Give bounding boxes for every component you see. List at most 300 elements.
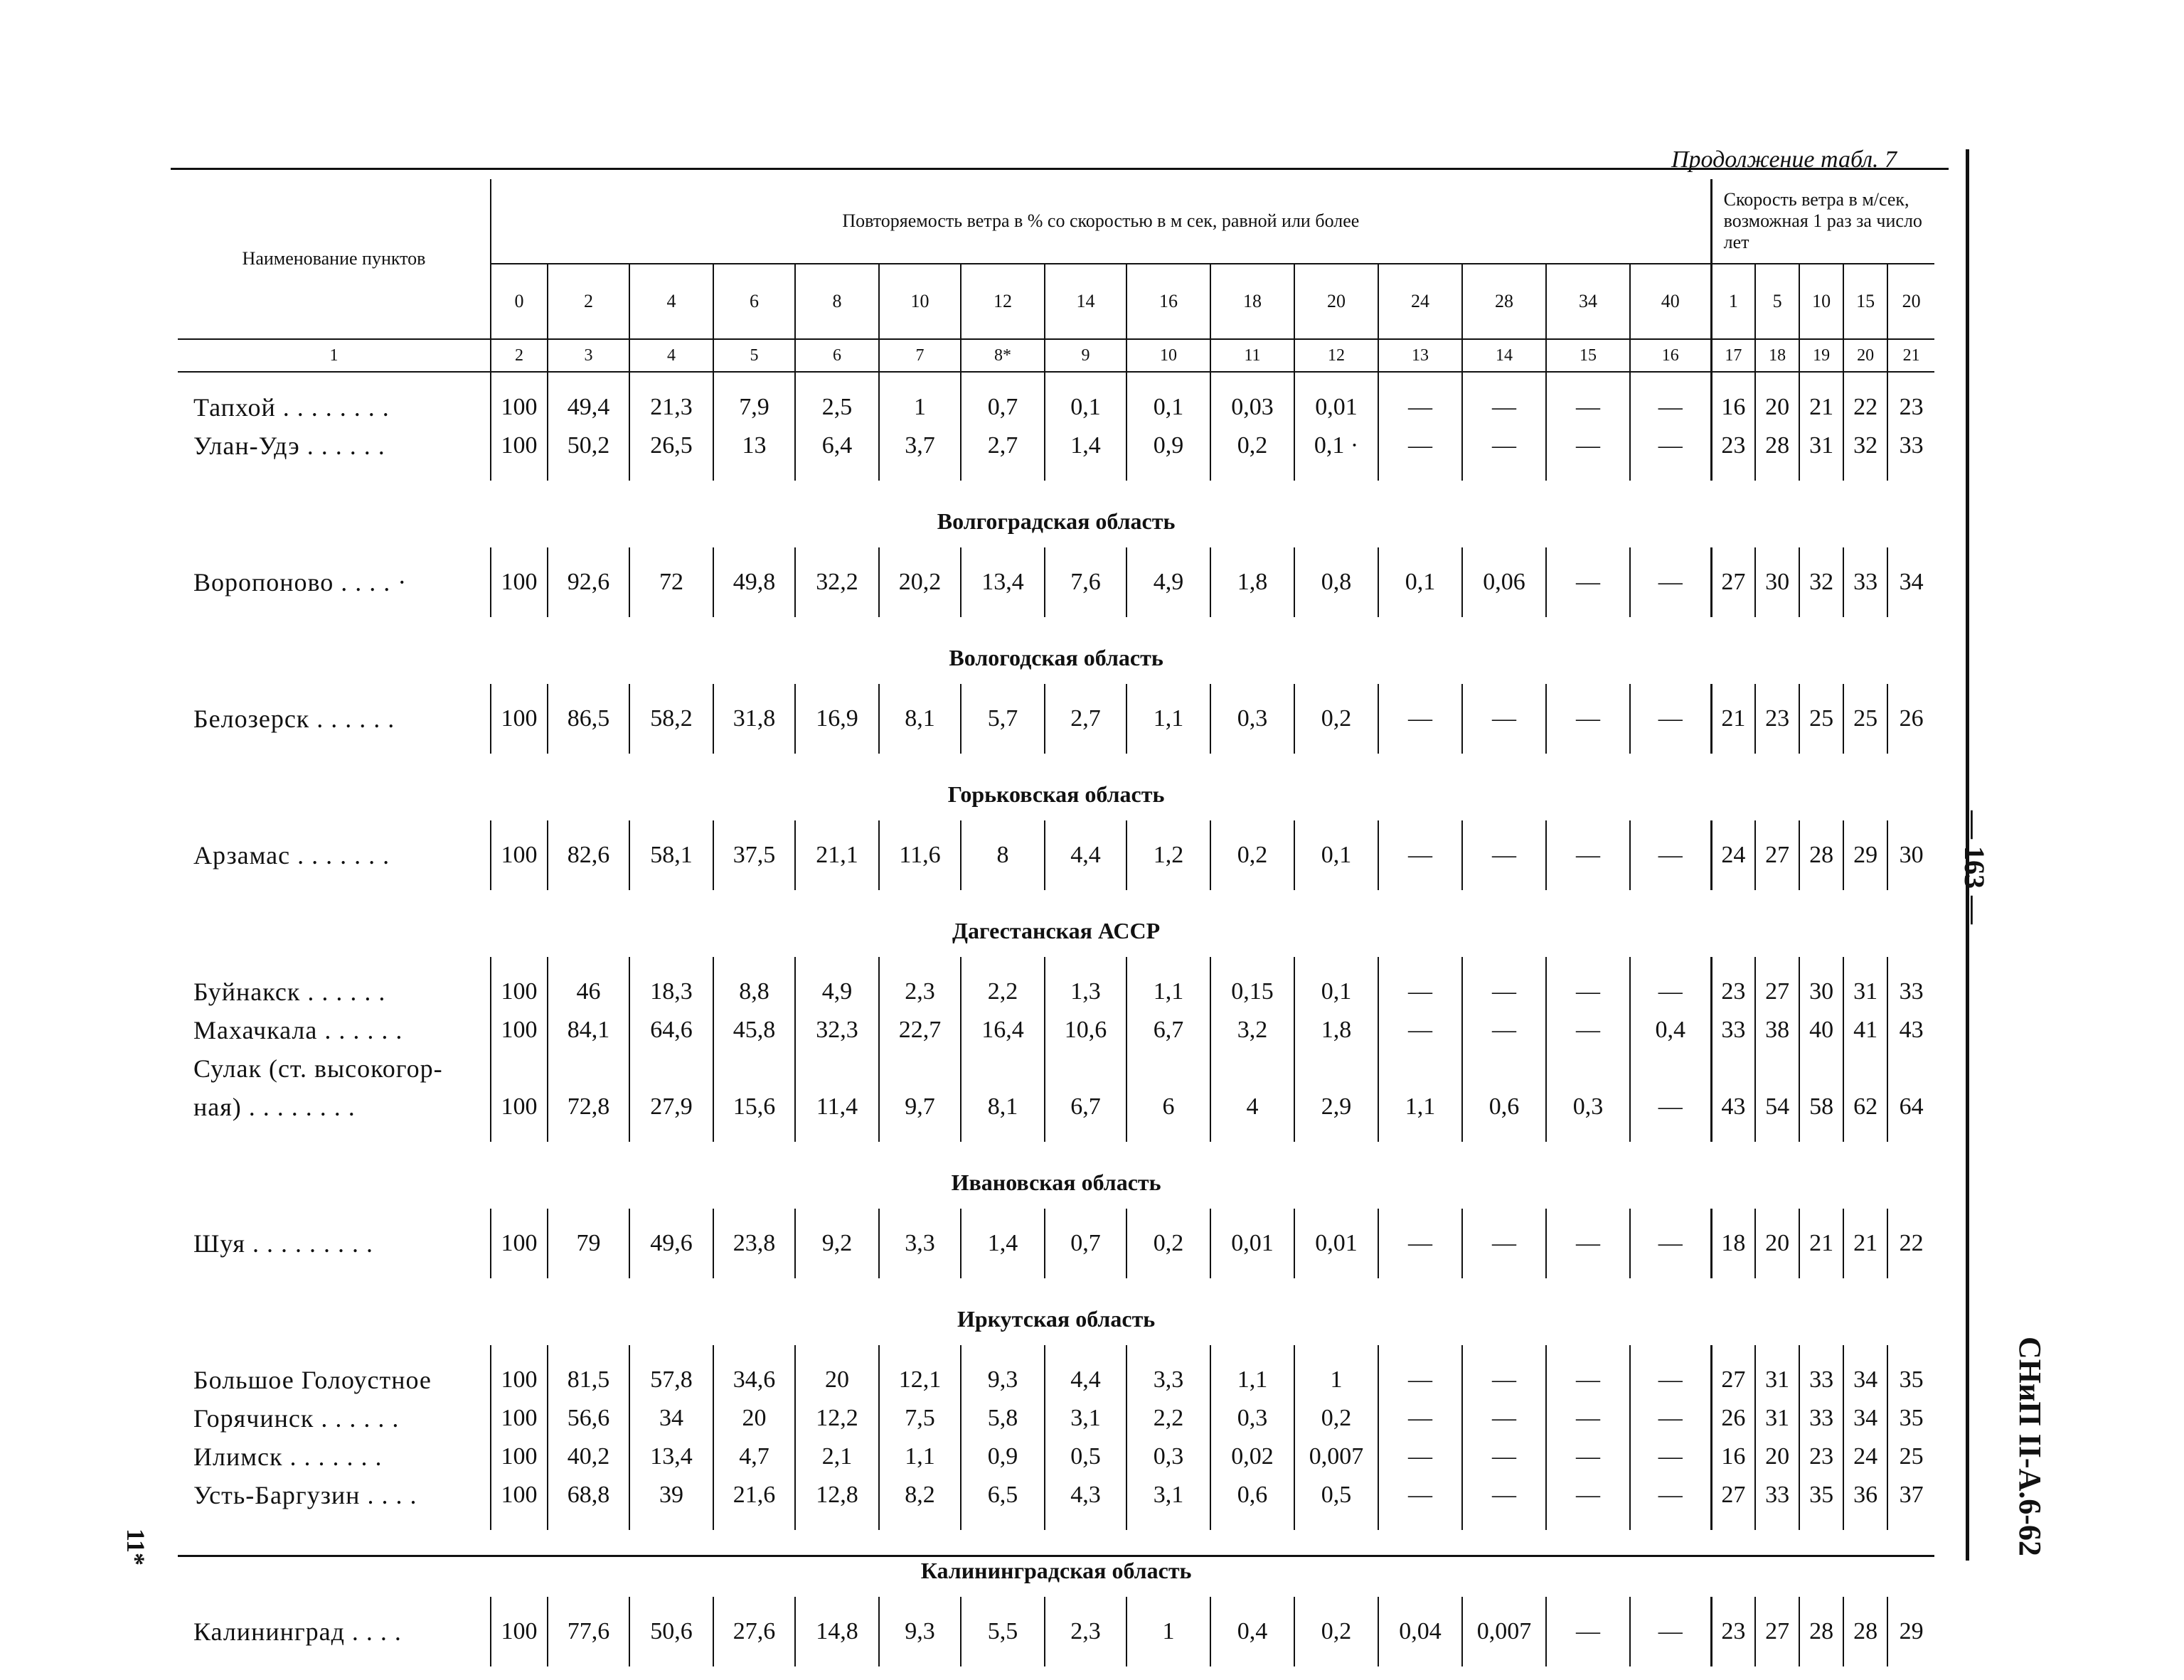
frequency-cell: 31,8 [713, 700, 795, 738]
station-name: Большое Голоустное [193, 1366, 432, 1394]
station-name: Белозерск . . . . . . [193, 705, 395, 733]
station-name: Усть-Баргузин . . . . [193, 1481, 417, 1509]
frequency-cell: 1,1 [879, 1438, 961, 1476]
speed-cell: 21 [1843, 1224, 1887, 1263]
speed-cell: 23 [1711, 973, 1755, 1011]
table-row [178, 1361, 1934, 1399]
frequency-cell: 2,1 [795, 1438, 879, 1476]
table-row [178, 1088, 1934, 1126]
frequency-cell: 0,2 [1294, 700, 1378, 738]
frequency-cell: 6,4 [795, 427, 879, 465]
column-number-cell: 21 [1887, 339, 1934, 372]
frequency-cell: 32,2 [795, 563, 879, 601]
frequency-cell: 1,1 [1210, 1361, 1294, 1399]
frequency-cell: 13,4 [629, 1438, 713, 1476]
frequency-cell: 10,6 [1045, 1011, 1126, 1049]
years-header-cell: 20 [1887, 264, 1934, 339]
speed-cell: 20 [1755, 1438, 1799, 1476]
frequency-cell: 6 [1126, 1088, 1210, 1126]
frequency-cell: — [1462, 836, 1546, 874]
frequency-cell: — [1546, 973, 1630, 1011]
region-heading: Иркутская область [957, 1305, 1156, 1332]
speed-cell: 35 [1887, 1399, 1934, 1438]
frequency-cell: 92,6 [548, 563, 629, 601]
speed-cell: 28 [1843, 1612, 1887, 1651]
spacer-row [178, 684, 1934, 700]
frequency-cell: 9,2 [795, 1224, 879, 1263]
frequency-cell: — [1630, 1224, 1711, 1263]
speed-cell: 33 [1799, 1361, 1843, 1399]
frequency-cell: 1 [1294, 1361, 1378, 1399]
table-row [178, 1399, 1934, 1438]
speed-cell: 27 [1711, 1476, 1755, 1514]
region-row [178, 481, 1934, 547]
speed-cell: 31 [1755, 1399, 1799, 1438]
speed-cell: 16 [1711, 1438, 1755, 1476]
speed-cell: 33 [1755, 1476, 1799, 1514]
frequency-cell: — [1630, 1361, 1711, 1399]
frequency-cell: 2,7 [1045, 700, 1126, 738]
speed-header-cell: 16 [1126, 264, 1210, 339]
frequency-cell: 2,5 [795, 388, 879, 427]
frequency-cell [713, 1049, 795, 1088]
frequency-cell: 2,3 [1045, 1612, 1126, 1651]
frequency-cell: 27,6 [713, 1612, 795, 1651]
frequency-cell: — [1546, 1011, 1630, 1049]
frequency-cell: — [1546, 1399, 1630, 1438]
speed-cell: 28 [1755, 427, 1799, 465]
frequency-cell: 0,6 [1210, 1476, 1294, 1514]
station-name: Илимск . . . . . . . [193, 1443, 383, 1471]
frequency-cell: 3,1 [1126, 1476, 1210, 1514]
frequency-cell: 82,6 [548, 836, 629, 874]
speed-cell: 16 [1711, 388, 1755, 427]
speed-cell [1843, 1049, 1887, 1088]
speed-cell: 27 [1755, 1612, 1799, 1651]
spacer-row [178, 1345, 1934, 1361]
speed-cell: 38 [1755, 1011, 1799, 1049]
frequency-cell: — [1630, 1088, 1711, 1126]
frequency-cell: 2,9 [1294, 1088, 1378, 1126]
frequency-cell: 2,2 [1126, 1399, 1210, 1438]
frequency-cell: 49,4 [548, 388, 629, 427]
frequency-cell: 0,2 [1294, 1399, 1378, 1438]
frequency-cell: — [1462, 388, 1546, 427]
speed-cell: 33 [1887, 973, 1934, 1011]
frequency-cell [1294, 1049, 1378, 1088]
region-heading: Горьковская область [947, 781, 1165, 807]
frequency-cell: — [1630, 1476, 1711, 1514]
frequency-cell: 0,2 [1210, 836, 1294, 874]
speed-cell: 27 [1711, 563, 1755, 601]
frequency-cell: 46 [548, 973, 629, 1011]
frequency-cell: 0,1 [1045, 388, 1126, 427]
speed-header-cell: 4 [629, 264, 713, 339]
frequency-cell: 0,6 [1462, 1088, 1546, 1126]
document-code: СНиП II-А.6-62 [2013, 1337, 2047, 1556]
frequency-cell: — [1378, 388, 1462, 427]
region-heading: Дагестанская АССР [952, 917, 1161, 943]
frequency-cell: 23,8 [713, 1224, 795, 1263]
spacer-row [178, 874, 1934, 890]
frequency-cell: 2,7 [961, 427, 1045, 465]
frequency-cell: 7,5 [879, 1399, 961, 1438]
frequency-cell: 6,7 [1126, 1011, 1210, 1049]
frequency-cell: — [1630, 1438, 1711, 1476]
frequency-cell: — [1378, 1476, 1462, 1514]
column-number-cell: 9 [1045, 339, 1126, 372]
frequency-cell: 21,3 [629, 388, 713, 427]
speed-cell: 25 [1843, 700, 1887, 738]
frequency-cell: 5,7 [961, 700, 1045, 738]
frequency-cell: 2,3 [879, 973, 961, 1011]
frequency-cell [961, 1049, 1045, 1088]
frequency-cell: 4,9 [795, 973, 879, 1011]
table-row [178, 836, 1934, 874]
region-heading: Ивановская область [951, 1169, 1161, 1195]
table-row [178, 1438, 1934, 1476]
frequency-cell: 5,8 [961, 1399, 1045, 1438]
speed-cell: 25 [1799, 700, 1843, 738]
speed-cell: 18 [1711, 1224, 1755, 1263]
frequency-cell: 0,7 [1045, 1224, 1126, 1263]
frequency-cell: 3,7 [879, 427, 961, 465]
frequency-cell: — [1546, 427, 1630, 465]
region-row [178, 1142, 1934, 1209]
name-column-header: Наименование пунктов [178, 179, 491, 339]
speed-cell: 28 [1799, 1612, 1843, 1651]
frequency-cell [1045, 1049, 1126, 1088]
region-row [178, 1278, 1934, 1345]
speed-cell: 29 [1843, 836, 1887, 874]
frequency-cell: 4,9 [1126, 563, 1210, 601]
speed-cell: 25 [1887, 1438, 1934, 1476]
column-number-cell: 16 [1630, 339, 1711, 372]
wind-table-wrapper [178, 179, 1934, 1666]
frequency-cell: 5,5 [961, 1612, 1045, 1651]
frequency-cell [1378, 1049, 1462, 1088]
speed-cell: 37 [1887, 1476, 1934, 1514]
spacer-row [178, 738, 1934, 754]
frequency-cell [1210, 1049, 1294, 1088]
frequency-cell: 32,3 [795, 1011, 879, 1049]
speed-cell: 31 [1755, 1361, 1799, 1399]
region-row [178, 754, 1934, 820]
frequency-cell: 100 [491, 1399, 548, 1438]
speed-header-cell: 10 [879, 264, 961, 339]
frequency-cell: 7,6 [1045, 563, 1126, 601]
column-number-cell: 5 [713, 339, 795, 372]
frequency-cell: 20 [795, 1361, 879, 1399]
frequency-cell: — [1462, 1399, 1546, 1438]
frequency-cell: 4,4 [1045, 1361, 1126, 1399]
column-number-cell: 18 [1755, 339, 1799, 372]
table-row [178, 700, 1934, 738]
frequency-cell: — [1546, 1612, 1630, 1651]
spacer-row [178, 1514, 1934, 1530]
table-row [178, 1049, 1934, 1088]
frequency-cell: 2,2 [961, 973, 1045, 1011]
frequency-cell: 72 [629, 563, 713, 601]
frequency-cell: — [1378, 1224, 1462, 1263]
frequency-cell: — [1462, 1361, 1546, 1399]
station-name: Калининград . . . . [193, 1617, 402, 1646]
frequency-cell: 58,2 [629, 700, 713, 738]
speed-cell: 31 [1843, 973, 1887, 1011]
frequency-cell: 13 [713, 427, 795, 465]
speed-cell: 31 [1799, 427, 1843, 465]
speed-cell: 32 [1799, 563, 1843, 601]
speed-cell: 26 [1887, 700, 1934, 738]
spacer-row [178, 1126, 1934, 1142]
speed-cell: 20 [1755, 388, 1799, 427]
speed-cell: 33 [1843, 563, 1887, 601]
column-number-cell: 4 [629, 339, 713, 372]
speed-cell: 21 [1799, 1224, 1843, 1263]
spacer-row [178, 820, 1934, 836]
spacer-row [178, 1209, 1934, 1224]
frequency-cell: 37,5 [713, 836, 795, 874]
table-header [178, 179, 1934, 372]
frequency-cell: 1,8 [1210, 563, 1294, 601]
speed-header-cell: 0 [491, 264, 548, 339]
frequency-cell: — [1630, 700, 1711, 738]
frequency-cell: 11,4 [795, 1088, 879, 1126]
frequency-cell: — [1462, 1224, 1546, 1263]
station-name: Буйнакск . . . . . . [193, 978, 386, 1006]
column-number-cell: 11 [1210, 339, 1294, 372]
speed-cell: 34 [1843, 1361, 1887, 1399]
station-name: Сулак (ст. высокогор- [193, 1054, 443, 1083]
spacer-row [178, 1597, 1934, 1612]
frequency-cell: 1 [1126, 1612, 1210, 1651]
frequency-cell: 11,6 [879, 836, 961, 874]
frequency-cell: 13,4 [961, 563, 1045, 601]
speed-cell: 35 [1799, 1476, 1843, 1514]
column-number-cell: 6 [795, 339, 879, 372]
speed-cell: 26 [1711, 1399, 1755, 1438]
speed-cell: 58 [1799, 1088, 1843, 1126]
frequency-cell: 0,8 [1294, 563, 1378, 601]
speed-cell [1799, 1049, 1843, 1088]
region-heading: Волгоградская область [937, 508, 1176, 534]
frequency-cell: 79 [548, 1224, 629, 1263]
station-name: ная) . . . . . . . . [193, 1093, 356, 1121]
frequency-cell: 21,6 [713, 1476, 795, 1514]
column-number-cell: 15 [1546, 339, 1630, 372]
frequency-cell: 9,7 [879, 1088, 961, 1126]
speed-cell: 23 [1755, 700, 1799, 738]
frequency-cell: 0,01 [1210, 1224, 1294, 1263]
wind-table [178, 179, 1934, 1666]
column-number-cell: 12 [1294, 339, 1378, 372]
speed-cell: 34 [1887, 563, 1934, 601]
speed-cell: 33 [1887, 427, 1934, 465]
speed-header-cell: 14 [1045, 264, 1126, 339]
frequency-cell: 50,6 [629, 1612, 713, 1651]
spacer-row [178, 547, 1934, 563]
frequency-cell: 9,3 [961, 1361, 1045, 1399]
frequency-cell: 84,1 [548, 1011, 629, 1049]
frequency-cell: 1 [879, 388, 961, 427]
frequency-cell: — [1630, 563, 1711, 601]
frequency-cell: 8,1 [879, 700, 961, 738]
frequency-cell: — [1630, 388, 1711, 427]
region-heading: Вологодская область [949, 644, 1163, 670]
frequency-cell: 0,4 [1210, 1612, 1294, 1651]
speed-cell: 33 [1711, 1011, 1755, 1049]
frequency-cell: — [1462, 973, 1546, 1011]
frequency-cell: — [1378, 1438, 1462, 1476]
bottom-rule [178, 1555, 1934, 1557]
frequency-cell: 100 [491, 1612, 548, 1651]
frequency-cell: — [1546, 836, 1630, 874]
frequency-cell: 0,3 [1546, 1088, 1630, 1126]
frequency-cell: 100 [491, 1224, 548, 1263]
table-body [178, 372, 1934, 1666]
spacer-row [178, 1263, 1934, 1278]
speed-cell: 23 [1799, 1438, 1843, 1476]
speed-cell: 22 [1887, 1224, 1934, 1263]
speed-cell: 54 [1755, 1088, 1799, 1126]
station-name: Улан-Удэ . . . . . . [193, 432, 385, 460]
frequency-cell: 0,1 · [1294, 427, 1378, 465]
table-row [178, 388, 1934, 427]
frequency-cell: 1,4 [961, 1224, 1045, 1263]
frequency-cell: 0,2 [1294, 1612, 1378, 1651]
station-name: Шуя . . . . . . . . . [193, 1229, 373, 1258]
frequency-cell: 50,2 [548, 427, 629, 465]
column-number-cell: 13 [1378, 339, 1462, 372]
speed-cell: 24 [1843, 1438, 1887, 1476]
speed-cell: 30 [1799, 973, 1843, 1011]
frequency-cell: 20,2 [879, 563, 961, 601]
speed-header-cell: 24 [1378, 264, 1462, 339]
frequency-cell: — [1378, 1399, 1462, 1438]
speed-cell: 32 [1843, 427, 1887, 465]
frequency-cell: 18,3 [629, 973, 713, 1011]
frequency-cell: — [1378, 427, 1462, 465]
frequency-cell: 45,8 [713, 1011, 795, 1049]
frequency-cell: 0,1 [1126, 388, 1210, 427]
frequency-cell: 0,5 [1045, 1438, 1126, 1476]
column-number-cell: 7 [879, 339, 961, 372]
speed-cell: 21 [1799, 388, 1843, 427]
station-name: Воропоново . . . . · [193, 568, 407, 596]
frequency-cell: 8,2 [879, 1476, 961, 1514]
speed-cell: 23 [1887, 388, 1934, 427]
frequency-cell: 68,8 [548, 1476, 629, 1514]
frequency-cell: 100 [491, 1088, 548, 1126]
region-heading: Калининградская область [920, 1557, 1192, 1583]
speed-cell [1755, 1049, 1799, 1088]
frequency-cell: 49,8 [713, 563, 795, 601]
column-number-cell: 17 [1711, 339, 1755, 372]
frequency-cell: 0,7 [961, 388, 1045, 427]
frequency-cell: 100 [491, 388, 548, 427]
speed-header-cell: 34 [1546, 264, 1630, 339]
speed-cell: 27 [1755, 836, 1799, 874]
speed-cell: 30 [1755, 563, 1799, 601]
frequency-cell: — [1462, 1438, 1546, 1476]
frequency-cell: 1,8 [1294, 1011, 1378, 1049]
frequency-cell: 1,3 [1045, 973, 1126, 1011]
frequency-cell: — [1378, 1361, 1462, 1399]
speed-header-cell: 6 [713, 264, 795, 339]
speed-header-cell: 18 [1210, 264, 1294, 339]
frequency-cell: 16,9 [795, 700, 879, 738]
frequency-cell: 0,1 [1294, 836, 1378, 874]
speed-header-cell: 2 [548, 264, 629, 339]
frequency-cell: — [1546, 1361, 1630, 1399]
frequency-cell: 0,2 [1210, 427, 1294, 465]
frequency-cell: 100 [491, 836, 548, 874]
speed-cell: 34 [1843, 1399, 1887, 1438]
frequency-cell: 0,007 [1294, 1438, 1378, 1476]
frequency-cell: — [1378, 973, 1462, 1011]
frequency-cell: 100 [491, 700, 548, 738]
station-name: Тапхой . . . . . . . . [193, 393, 390, 422]
column-number-cell: 10 [1126, 339, 1210, 372]
frequency-cell: 4 [1210, 1088, 1294, 1126]
speed-cell: 21 [1711, 700, 1755, 738]
frequency-cell: — [1378, 1011, 1462, 1049]
column-number-cell: 8* [961, 339, 1045, 372]
frequency-cell: — [1546, 700, 1630, 738]
frequency-cell: 22,7 [879, 1011, 961, 1049]
signature-mark: 11* [122, 1529, 150, 1566]
column-number-cell: 20 [1843, 339, 1887, 372]
frequency-cell: 6,5 [961, 1476, 1045, 1514]
frequency-cell: 16,4 [961, 1011, 1045, 1049]
frequency-cell [548, 1049, 629, 1088]
frequency-cell: 49,6 [629, 1224, 713, 1263]
speed-cell: 23 [1711, 427, 1755, 465]
frequency-cell: 1,2 [1126, 836, 1210, 874]
frequency-cell: 34,6 [713, 1361, 795, 1399]
frequency-cell: 0,1 [1378, 563, 1462, 601]
frequency-cell: — [1462, 427, 1546, 465]
frequency-cell: 12,8 [795, 1476, 879, 1514]
frequency-cell: 0,4 [1630, 1011, 1711, 1049]
frequency-cell: 4,3 [1045, 1476, 1126, 1514]
frequency-cell: — [1378, 836, 1462, 874]
speed-cell: 36 [1843, 1476, 1887, 1514]
frequency-cell: 77,6 [548, 1612, 629, 1651]
frequency-cell: 72,8 [548, 1088, 629, 1126]
frequency-cell: 57,8 [629, 1361, 713, 1399]
frequency-cell [1462, 1049, 1546, 1088]
frequency-cell [1630, 1049, 1711, 1088]
table-row [178, 1224, 1934, 1263]
frequency-cell: 3,1 [1045, 1399, 1126, 1438]
frequency-cell: 34 [629, 1399, 713, 1438]
frequency-cell: 39 [629, 1476, 713, 1514]
speed-header-cell: 40 [1630, 264, 1711, 339]
frequency-cell: 6,7 [1045, 1088, 1126, 1126]
column-number-cell: 19 [1799, 339, 1843, 372]
speed-cell: 29 [1887, 1612, 1934, 1651]
frequency-cell: 4,4 [1045, 836, 1126, 874]
frequency-cell: 0,5 [1294, 1476, 1378, 1514]
frequency-cell: 0,01 [1294, 1224, 1378, 1263]
speed-cell: 28 [1799, 836, 1843, 874]
table-row [178, 1612, 1934, 1651]
spacer-row [178, 601, 1934, 617]
frequency-cell: — [1546, 563, 1630, 601]
frequency-cell: 0,9 [961, 1438, 1045, 1476]
frequency-cell: 86,5 [548, 700, 629, 738]
